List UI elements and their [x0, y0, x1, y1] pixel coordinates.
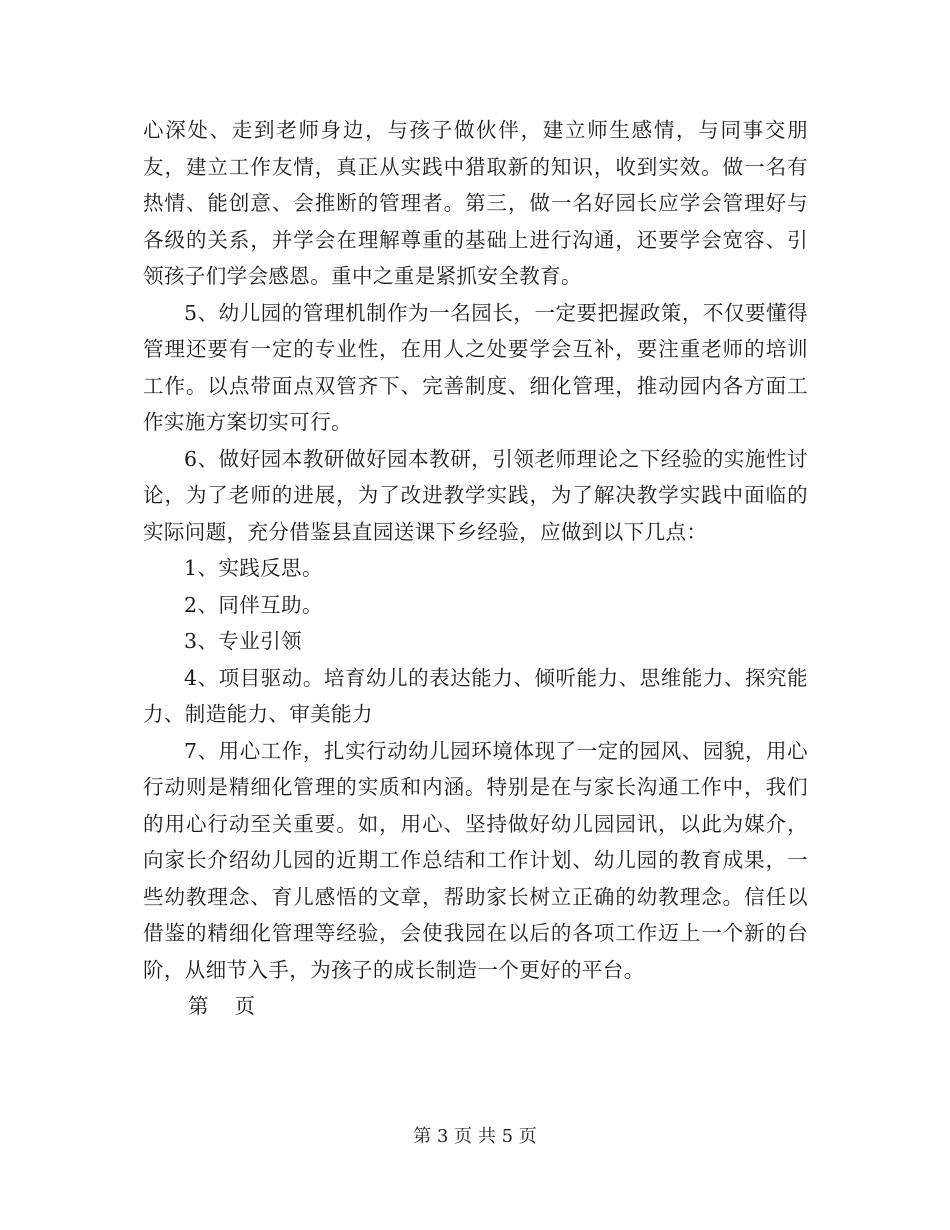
list-item-2: 2、同伴互助。	[184, 592, 323, 617]
page-label-second: 页	[234, 994, 255, 1018]
list-item-4: 4、项目驱动。培育幼儿的表达能力、倾听能力、思维能力、探究能力、制造能力、审美能力	[143, 665, 808, 726]
page-label-first: 第	[188, 994, 209, 1018]
inline-page-label	[143, 988, 808, 1025]
paragraph-3: 6、做好园本教研做好园本教研，引领老师理论之下经验的实施性讨论，为了老师的进展，为了改进教学实践，为了解决教学实践中面临的实际问题，充分借鉴县直园送课下乡经验，应做到以下几点：	[143, 446, 808, 544]
list-item-1: 1、实践反思。	[184, 556, 323, 580]
document-body	[143, 112, 808, 1025]
paragraph-1: 心深处、走到老师身边，与孩子做伙伴，建立师生感情，与同事交朋友，建立工作友情，真正从实践中猎取新的知识，收到实效。做一名有热情、能创意、会推断的管理者。第三，做一名好园长应学会管理好与各级的关系，并学会在理解尊重的基础上进行沟通，还要学会宽容、引领孩子们学会感恩。重中之重是紧抓安全教育。	[143, 118, 808, 288]
paragraph-2: 5、幼儿园的管理机制作为一名园长，一定要把握政策，不仅要懂得管理还要有一定的专业性，在用人之处要学会互补，要注重老师的培训工作。以点带面点双管齐下、完善制度、细化管理，推动园内各方面工作实施方案切实可行。	[143, 300, 808, 434]
page-footer: 第 3 页 共 5 页	[413, 1126, 537, 1147]
list-item-3: 3、专业引领	[184, 629, 302, 653]
paragraph-4: 7、用心工作，扎实行动幼儿园环境体现了一定的园风、园貌，用心行动则是精细化管理的实质和内涵。特别是在与家长沟通工作中，我们的用心行动至关重要。如，用心、坚持做好幼儿园园讯，以此为媒介，向家长介绍幼儿园的近期工作总结和工作计划、幼儿园的教育成果，一些幼教理念、育儿感悟的文章，帮助家长树立正确的幼教理念。信任以借鉴的精细化管理等经验，会使我园在以后的各项工作迈上一个新的台阶，从细节入手，为孩子的成长制造一个更好的平台。	[143, 738, 808, 982]
